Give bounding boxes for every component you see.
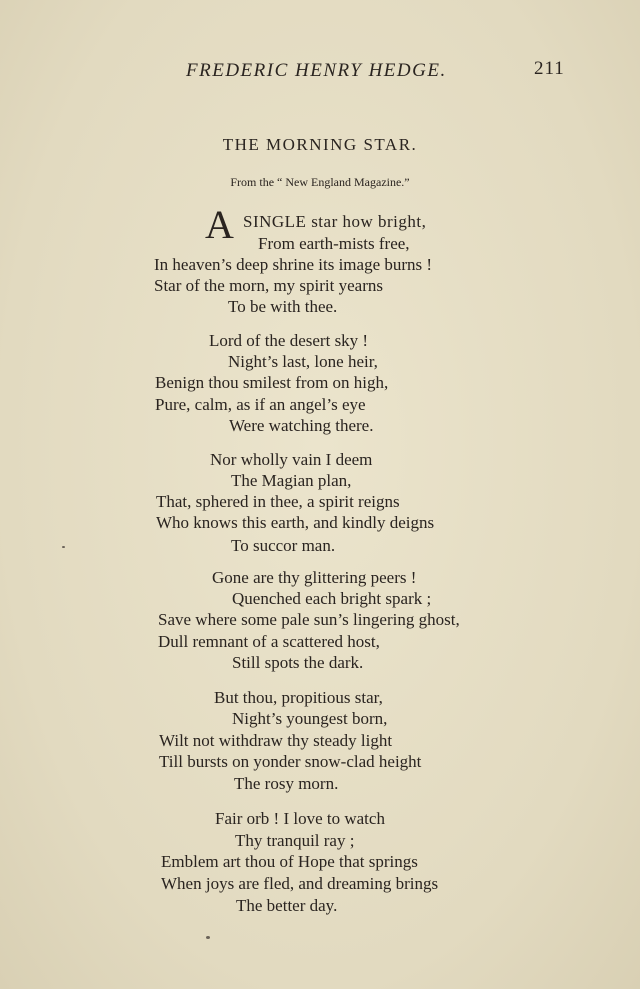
poem-line: Night’s last, lone heir, xyxy=(228,352,378,371)
poem-line: Dull remnant of a scattered host, xyxy=(158,632,380,651)
poem-line: Nor wholly vain I deem xyxy=(210,450,373,469)
poem-line: Who knows this earth, and kindly deigns xyxy=(156,513,435,532)
poem-line: Emblem art thou of Hope that springs xyxy=(161,852,418,871)
poem-line: To be with thee. xyxy=(228,297,338,316)
poem-line: Still spots the dark. xyxy=(232,653,364,672)
poem-line: Quenched each bright spark ; xyxy=(232,589,432,608)
poem-line: That, sphered in thee, a spirit reigns xyxy=(156,492,400,511)
poem-line: In heaven’s deep shrine its image burns ! xyxy=(154,255,433,274)
poem-line: But thou, propitious star, xyxy=(214,688,383,707)
poem-line: The Magian plan, xyxy=(231,471,352,490)
poem-line: Wilt not withdraw thy steady light xyxy=(159,731,393,750)
poem-line: Pure, calm, as if an angel’s eye xyxy=(155,395,366,414)
poem-line: Gone are thy glittering peers ! xyxy=(212,568,417,587)
poem-line: Save where some pale sun’s lingering ghost, xyxy=(158,610,460,629)
poem-line: Lord of the desert sky ! xyxy=(209,331,369,350)
ink-speck xyxy=(62,546,65,548)
poem-line: From earth-mists free, xyxy=(258,234,410,253)
page-number: 211 xyxy=(534,58,565,79)
running-header-author: FREDERIC HENRY HEDGE. xyxy=(186,60,447,81)
poem-line: Night’s youngest born, xyxy=(232,709,388,728)
poem-line: To succor man. xyxy=(231,536,336,555)
poem-title: THE MORNING STAR. xyxy=(222,135,418,154)
poem-line: Were watching there. xyxy=(229,416,374,435)
poem-line: SINGLE star how bright, xyxy=(243,212,427,231)
poem-line: Thy tranquil ray ; xyxy=(235,831,355,850)
poem-line: Star of the morn, my spirit yearns xyxy=(154,276,383,295)
drop-cap: A xyxy=(205,202,234,247)
poem-line: Till bursts on yonder snow-clad height xyxy=(159,752,422,771)
poem-line: The better day. xyxy=(236,896,338,915)
poem-source: From the “ New England Magazine.” xyxy=(230,175,410,189)
poem-line: The rosy morn. xyxy=(234,774,339,793)
ink-speck xyxy=(206,936,210,939)
poem-line: When joys are fled, and dreaming brings xyxy=(161,874,439,893)
poem-line: Benign thou smilest from on high, xyxy=(155,373,389,392)
poem-line: Fair orb ! I love to watch xyxy=(215,809,385,828)
